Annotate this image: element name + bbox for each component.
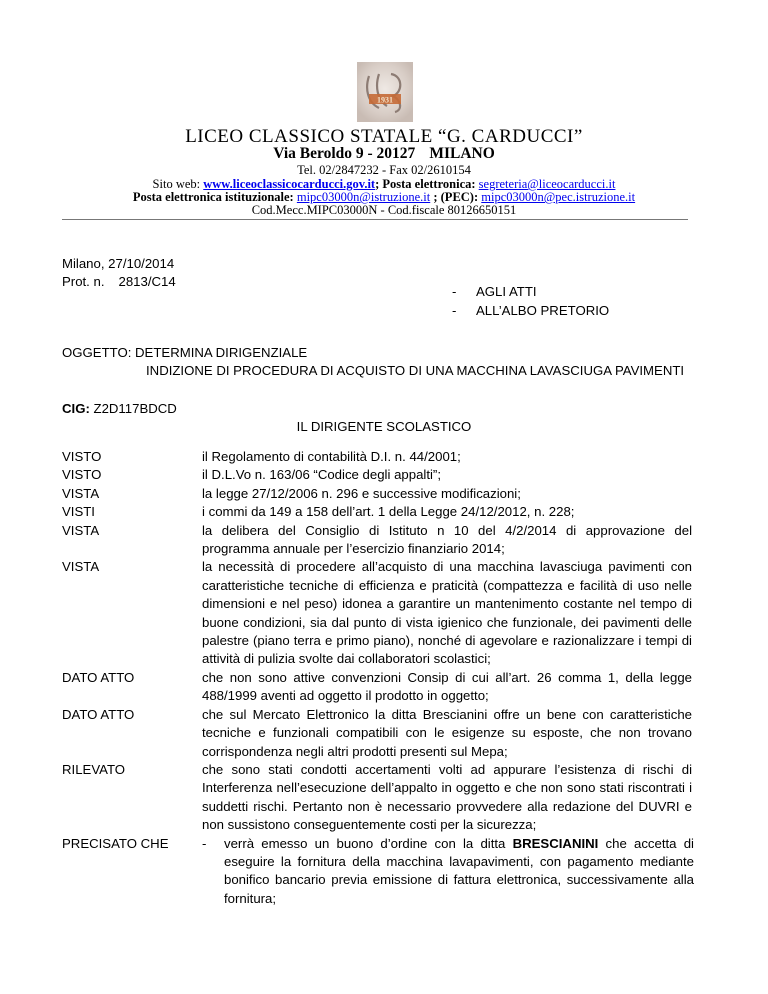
school-address bbox=[0, 145, 768, 163]
consideration-item bbox=[62, 706, 702, 761]
document-heading: IL DIRIGENTE SCOLASTICO bbox=[296, 419, 472, 434]
consideration-label: PRECISATO CHE bbox=[62, 835, 169, 851]
consideration-label: VISTA bbox=[62, 559, 100, 575]
website-link[interactable]: www.liceoclassicocarducci.gov.it bbox=[203, 177, 376, 191]
place-date: Milano, 27/10/2014 bbox=[62, 256, 175, 271]
consideration-item bbox=[62, 466, 702, 484]
list-dash: - bbox=[202, 835, 207, 851]
email-link[interactable]: segreteria@liceocarducci.it bbox=[478, 177, 616, 191]
school-name: LICEO CLASSICO STATALE “G. CARDUCCI” bbox=[185, 126, 583, 147]
consideration-text: che non sono attive convenzioni Consip di cui all’art. 26 comma 1, della legge 488/1999 aventi ad oggetto il prodotto in oggetto; bbox=[202, 669, 692, 704]
school-codes: Cod.Mecc.MIPC03000N - Cod.fiscale 80126650151 bbox=[251, 203, 517, 217]
consideration-label: VISTO bbox=[62, 467, 102, 483]
consideration-item bbox=[62, 558, 702, 668]
consideration-text: la necessità di procedere all’acquisto di una macchina lavasciuga pavimenti con caratteristiche tecniche di efficienza e praticità (compattezza e facilità di uso nelle dimensioni e nel peso) idonea a garantire un mantenimento costante nel tempo di buone condizioni, sia dal punto di vista igienico che funzionale, dei pavimenti delle palestre (piano terra e primo piano), nonché di agevolare e razionalizzare i tempi di attività di pulizia svolte dai collaboratori scolastici; bbox=[202, 559, 692, 667]
consideration-item bbox=[62, 503, 702, 521]
consideration-item bbox=[62, 761, 702, 835]
consideration-item bbox=[62, 669, 702, 706]
considerations-list bbox=[62, 448, 702, 908]
consideration-label: DATO ATTO bbox=[62, 669, 135, 685]
consideration-item-precisato bbox=[62, 835, 702, 909]
consideration-label: RILEVATO bbox=[62, 761, 126, 777]
pec-label: ; (PEC): bbox=[430, 190, 479, 204]
inst-email-link[interactable]: mipc03000n@istruzione.it bbox=[296, 190, 431, 204]
email-label: ; Posta elettronica: bbox=[375, 177, 476, 191]
subject-detail: INDIZIONE DI PROCEDURA DI ACQUISTO DI UNA MACCHINA LAVASCIUGA PAVIMENTI bbox=[146, 363, 685, 378]
protocol-number bbox=[62, 274, 176, 289]
consideration-text: che sul Mercato Elettronico la ditta Brescianini offre un bene con caratteristiche tecniche e funzionali compatibili con le esigenze su esposte, che non trovano corrispondenza negli altri prodotti presenti sul Mepa; bbox=[202, 706, 692, 759]
consideration-text: il D.L.Vo n. 163/06 “Codice degli appalti”; bbox=[202, 467, 441, 483]
consideration-text: la delibera del Consiglio di Istituto n 10 del 4/2/2014 di approvazione del programma annuale per l’esercizio finanziario 2014; bbox=[202, 522, 692, 557]
web-label: Sito web: bbox=[152, 177, 201, 191]
cig-value: Z2D117BDCD bbox=[89, 401, 177, 416]
header-divider bbox=[62, 219, 688, 220]
prot-value: 2813/C14 bbox=[118, 274, 176, 289]
recipient-dash: - bbox=[452, 303, 457, 318]
recipient-dash: - bbox=[452, 284, 457, 299]
precisato-text-after: che accetta di eseguire la fornitura della macchina lavapavimenti, con pagamento mediante bonifico bancario previa emissione di fattura elettronica, successivamente alla fornitura; bbox=[224, 835, 694, 906]
cig-code bbox=[62, 401, 177, 416]
inst-email-label: Posta elettronica istituzionale: bbox=[132, 190, 294, 204]
address-city: MILANO bbox=[429, 145, 495, 162]
pec-email-link[interactable]: mipc03000n@pec.istruzione.it bbox=[481, 190, 636, 204]
consideration-label: DATO ATTO bbox=[62, 706, 135, 722]
precisato-text-before: verrà emesso un buono d’ordine con la ditta bbox=[224, 835, 513, 851]
consideration-text: la legge 27/12/2006 n. 296 e successive modificazioni; bbox=[202, 485, 521, 501]
consideration-label: VISTA bbox=[62, 485, 100, 501]
consideration-item bbox=[62, 522, 702, 559]
consideration-text: che sono stati condotti accertamenti volti ad appurare l’esistenza di rischi di Interferenza nell’esecuzione dell’appalto in oggetto e che non sono stati riscontrati i suddetti rischi. Pertanto non è necessario provvedere alla redazione del DUVRI e non sussistono conseguentemente costi per la sicurezza; bbox=[202, 761, 692, 833]
consideration-item bbox=[62, 485, 702, 503]
consideration-text: i commi da 149 a 158 dell’art. 1 della Legge 24/12/2012, n. 228; bbox=[202, 504, 575, 520]
phone-fax-line: Tel. 02/2847232 - Fax 02/2610154 bbox=[297, 163, 471, 177]
consideration-text bbox=[224, 835, 694, 909]
school-logo bbox=[357, 62, 413, 122]
cig-label: CIG: bbox=[62, 401, 90, 416]
consideration-text: il Regolamento di contabilità D.I. n. 44/2001; bbox=[202, 449, 461, 464]
consideration-label: VISTO bbox=[62, 449, 102, 464]
logo-lettering: 1931 bbox=[377, 95, 393, 105]
address-street: Via Beroldo 9 - 20127 bbox=[273, 145, 416, 162]
recipient-atti: AGLI ATTI bbox=[476, 284, 537, 299]
consideration-item bbox=[62, 448, 702, 466]
supplier-name: BRESCIANINI bbox=[512, 835, 599, 851]
subject-line: OGGETTO: DETERMINA DIRIGENZIALE bbox=[62, 345, 308, 360]
consideration-label: VISTI bbox=[62, 504, 95, 520]
consideration-label: VISTA bbox=[62, 522, 100, 538]
prot-label: Prot. n. bbox=[62, 274, 105, 289]
recipient-albo: ALL’ALBO PRETORIO bbox=[476, 303, 610, 318]
